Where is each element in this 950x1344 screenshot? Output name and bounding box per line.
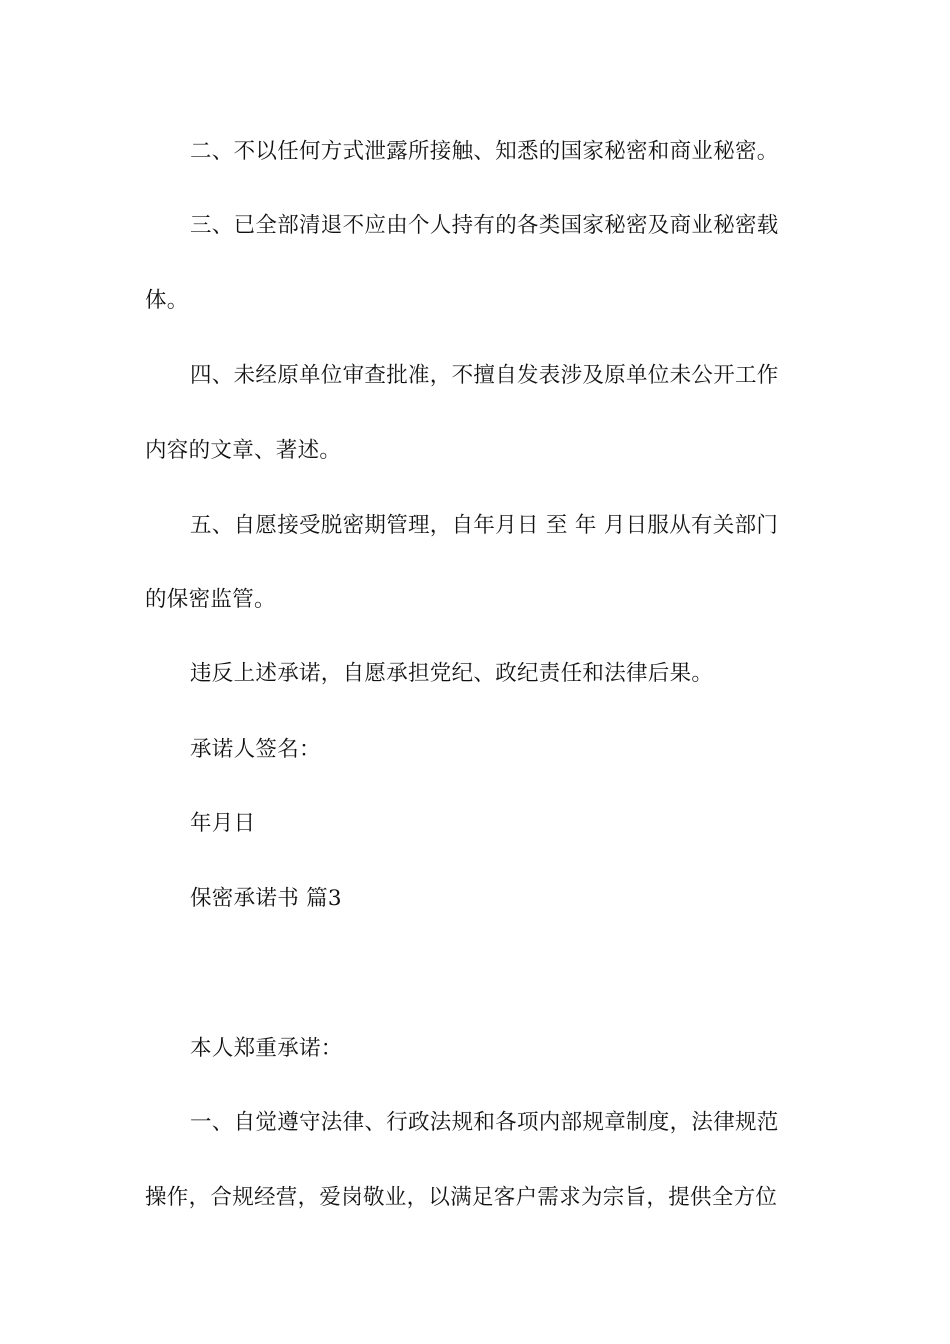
paragraph-line: 五、自愿接受脱密期管理，自年月日 至 年 月日服从有关部门 xyxy=(190,513,779,538)
signature-label: 承诺人签名： xyxy=(190,737,321,762)
paragraph-line: 三、已全部清退不应由个人持有的各类国家秘密及商业秘密载 xyxy=(190,213,779,238)
section-heading: 保密承诺书 篇3 xyxy=(190,886,342,911)
paragraph-line: 违反上述承诺，自愿承担党纪、政纪责任和法律后果。 xyxy=(190,661,714,686)
paragraph-line: 一、自觉遵守法律、行政法规和各项内部规章制度，法律规范 xyxy=(190,1110,779,1135)
paragraph-line: 操作，合规经营，爱岗敬业，以满足客户需求为宗旨，提供全方位 xyxy=(145,1185,778,1210)
paragraph-line: 四、未经原单位审查批准，不擅自发表涉及原单位未公开工作 xyxy=(190,363,779,388)
paragraph-line: 体。 xyxy=(145,288,189,313)
paragraph-line: 内容的文章、著述。 xyxy=(145,438,342,463)
paragraph-line: 本人郑重承诺： xyxy=(190,1036,343,1061)
paragraph-line: 的保密监管。 xyxy=(145,587,276,612)
paragraph-line: 二、不以任何方式泄露所接触、知悉的国家秘密和商业秘密。 xyxy=(190,139,779,164)
date-label: 年月日 xyxy=(190,811,256,836)
